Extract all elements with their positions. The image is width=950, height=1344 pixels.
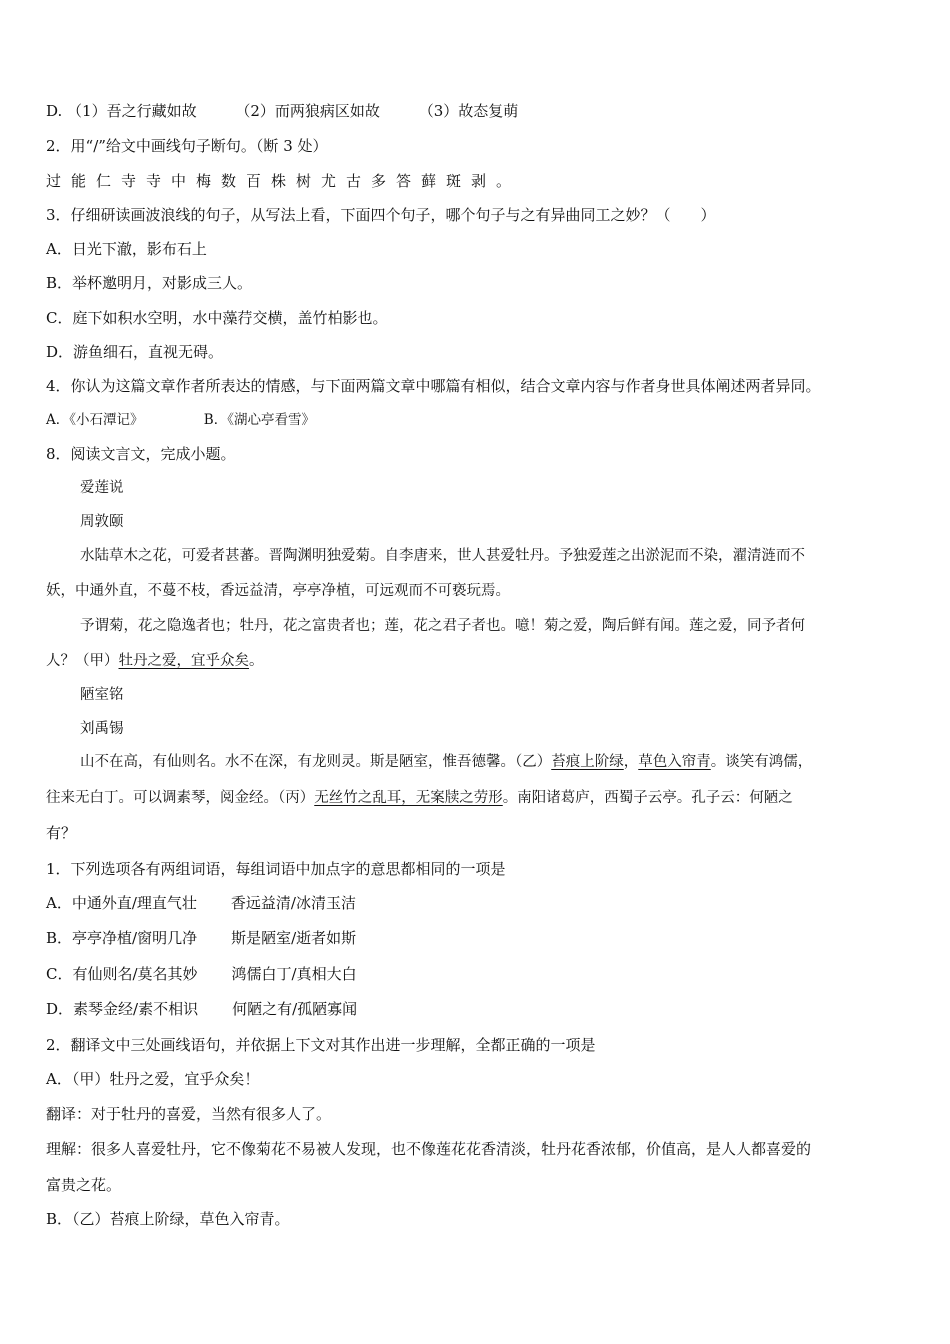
subquestion-1-option-b [46, 928, 356, 948]
passage-2-line-2 [46, 788, 793, 808]
option-part-2: 斯是陋室/逝者如斯 [231, 929, 357, 947]
question-3-option-b: B．举杯邀明月，对影成三人。 [46, 274, 253, 292]
option-part-2: 何陋之有/孤陋寡闻 [232, 1000, 358, 1018]
passage-1-paragraph-2-line-2 [46, 651, 264, 671]
subquestion-1-option-d [46, 999, 357, 1019]
option-d-2: （2）而两狼病区如故 [235, 102, 380, 120]
question-2-prompt: 2．用“/”给文中画线句子断句。（断 3 处） [46, 137, 328, 155]
question-3-option-d: D．游鱼细石，直视无碍。 [46, 343, 224, 361]
question-2-sentence: 过能仁寺寺中梅数百株树尤古多答藓斑剥。 [46, 172, 522, 190]
question-8-prompt: 8．阅读文言文，完成小题。 [46, 445, 236, 463]
text-segment: ， [623, 754, 639, 770]
question-3-option-c: C．庭下如积水空明，水中藻荇交横，盖竹柏影也。 [46, 309, 388, 327]
subquestion-1-prompt: 1．下列选项各有两组词语，每组词语中加点字的意思都相同的一项是 [46, 860, 506, 878]
passage-1-title: 爱莲说 [80, 480, 124, 496]
option-part-1: C．有仙则名/莫名其妙 [46, 965, 198, 983]
question-3-prompt: 3．仔细研读画波浪线的句子，从写法上看，下面四个句子，哪个句子与之有异曲同工之妙？（ ） [46, 206, 716, 224]
text-segment: 山不在高，有仙则名。水不在深，有龙则灵。斯是陋室，惟吾德馨。（乙） [80, 754, 552, 770]
text-segment: 。南阳诸葛庐，西蜀子云亭。孔子云：何陋之 [502, 790, 793, 806]
question-4-prompt: 4．你认为这篇文章作者所表达的情感，与下面两篇文章中哪篇有相似，结合文章内容与作者身世具体阐述两者异同。 [46, 377, 821, 395]
text-segment: 人？（甲） [46, 653, 119, 669]
passage-1-paragraph-1-line-1: 水陆草木之花，可爱者甚蕃。晋陶渊明独爱菊。自李唐来，世人甚爱牡丹。予独爱莲之出淤泥而不染，濯清涟而不 [80, 548, 805, 564]
subquestion-2-translation: 翻译：对于牡丹的喜爱，当然有很多人了。 [46, 1105, 332, 1123]
option-part-2: 香远益清/冰清玉洁 [230, 894, 356, 912]
text-segment: 。谈笑有鸿儒， [710, 754, 813, 770]
option-d-1: （1）吾之行藏如故 [67, 102, 197, 120]
subquestion-1-option-c [46, 964, 357, 984]
question-4-option-b: B．《湖心亭看雪》 [203, 412, 315, 428]
option-part-1: A．中通外直/理直气壮 [46, 894, 197, 912]
passage-1-paragraph-1-line-2: 妖，中通外直，不蔓不枝，香远益清，亭亭净植，可远观而不可亵玩焉。 [46, 583, 510, 599]
subquestion-1-option-a [46, 893, 356, 913]
passage-2-author: 刘禹锡 [80, 721, 124, 737]
passage-2-line-1 [80, 752, 812, 772]
subquestion-2-option-a: A．（甲）牡丹之爱，宜乎众矣！ [46, 1070, 260, 1088]
question-4-options [46, 410, 315, 430]
passage-1-paragraph-2-line-1: 予谓菊，花之隐逸者也；牡丹，花之富贵者也；莲，花之君子者也。噫！菊之爱，陶后鲜有闻。莲之爱，同予者何 [80, 618, 805, 634]
passage-2-title: 陋室铭 [80, 687, 124, 703]
underlined-sentence-jia: 牡丹之爱，宜乎众矣 [118, 653, 249, 669]
question-4-option-a: A．《小石潭记》 [46, 412, 144, 428]
subquestion-2-understanding-line-2: 富贵之花。 [46, 1176, 122, 1194]
underlined-sentence-bing: 无丝竹之乱耳，无案牍之劳形 [314, 790, 503, 806]
passage-1-author: 周敦颐 [80, 514, 124, 530]
option-part-1: D．素琴金经/素不相识 [46, 1000, 199, 1018]
text-segment: 。 [249, 653, 264, 669]
passage-2-line-3: 有？ [46, 824, 77, 842]
question-3-option-a: A．日光下澈，影布石上 [46, 240, 207, 258]
subquestion-2-prompt: 2．翻译文中三处画线语句，并依据上下文对其作出进一步理解，全都正确的一项是 [46, 1036, 596, 1054]
option-d-3: （3）故态复萌 [418, 102, 519, 120]
option-part-2: 鸿儒白丁/真相大白 [231, 965, 357, 983]
option-part-1: B．亭亭净植/窗明几净 [46, 929, 198, 947]
underlined-phrase-yi-2: 草色入帘青 [638, 754, 711, 770]
subquestion-2-option-b: B．（乙）苔痕上阶绿，草色入帘青。 [46, 1210, 290, 1228]
q-d-options [46, 101, 518, 121]
subquestion-2-understanding-line-1: 理解：很多人喜爱牡丹，它不像菊花不易被人发现，也不像莲花花香清淡，牡丹花香浓郁，价值高，是人人都喜爱的 [46, 1140, 812, 1158]
underlined-phrase-yi-1: 苔痕上阶绿 [551, 754, 624, 770]
option-label: D. [46, 102, 63, 120]
text-segment: 往来无白丁。可以调素琴，阅金经。（丙） [46, 790, 315, 806]
